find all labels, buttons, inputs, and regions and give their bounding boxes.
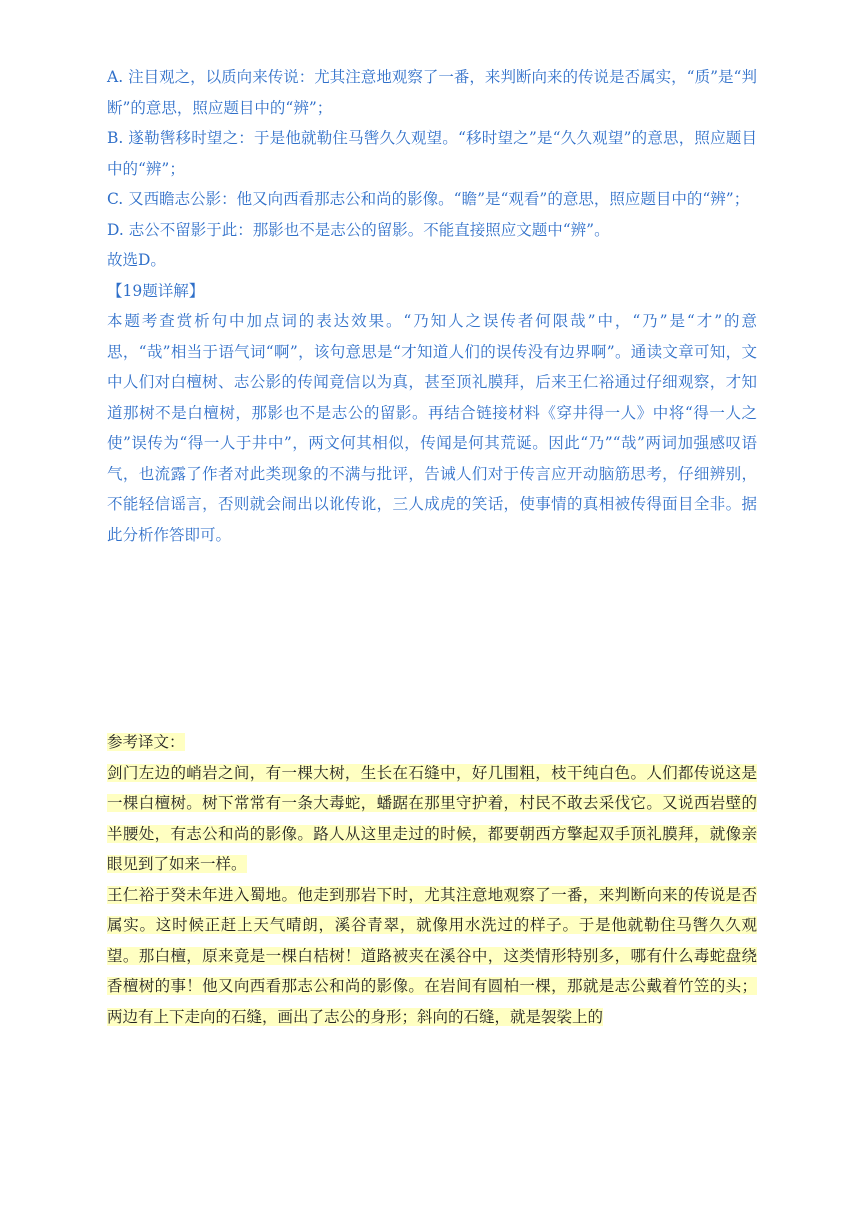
- translation-paragraph: 王仁裕于癸未年进入蜀地。他走到那岩下时，尤其注意地观察了一番，来判断向来的传说是否属实。这时候正赶上天气晴朗，溪谷青翠，就像用水洗过的样子。于是他就勒住马辔久久观望。那白檀，原来竟是一棵白桔树！道路被夹在溪谷中，这类情形特别多，哪有什么毒蛇盘绕香檀树的事！他又向西看那志公和尚的影像。在岩间有圆柏一棵，那就是志公戴着竹笠的头；两边有上下走向的石缝，画出了志公的身形；斜向的石缝，就是袈裟上的: [107, 885, 757, 1026]
- question-19-explanation: 本题考查赏析句中加点词的表达效果。“乃知人之误传者何限哉”中，“乃”是“才”的意思，“哉”相当于语气词“啊”，该句意思是“才知道人们的误传没有边界啊”。通读文章可知，文中人们对白檀树、志公影的传闻竟信以为真，甚至顶礼膜拜，后来王仁裕通过仔细观察，才知道那树不是白檀树，那影也不是志公的留影。再结合链接材料《穿井得一人》中将“得一人之使”误传为“得一人于井中”，两文何其相似，传闻是何其荒诞。因此“乃”“哉”两词加强感叹语气，也流露了作者对此类现象的不满与批评，告诫人们对于传言应开动脑筋思考，仔细辨别，不能轻信谣言，否则就会闹出以讹传讹，三人成虎的笑话，使事情的真相被传得面目全非。据此分析作答即可。: [107, 312, 757, 544]
- option-b-analysis: B. 遂勒辔移时望之：于是他就勒住马辔久久观望。“移时望之”是“久久观望”的意思，照应题目中的“辨”；: [107, 129, 757, 178]
- option-a-analysis: A. 注目观之，以质向来传说：尤其注意地观察了一番，来判断向来的传说是否属实，“质”是“判断”的意思，照应题目中的“辨”；: [107, 68, 757, 117]
- question-19-heading: 【19题详解】: [107, 281, 205, 300]
- option-c-analysis: C. 又西瞻志公影：他又向西看那志公和尚的影像。“瞻”是“观看”的意思，照应题目中的“辨”；: [107, 190, 750, 208]
- translation-label: 参考译文：: [107, 733, 185, 751]
- reference-translation: [107, 727, 757, 1032]
- answer-conclusion: 故选D。: [107, 251, 166, 269]
- translation-paragraph: 剑门左边的峭岩之间，有一棵大树，生长在石缝中，好几围粗，枝干纯白色。人们都传说这是一棵白檀树。树下常常有一条大毒蛇，蟠踞在那里守护着，村民不敢去采伐它。又说西岩壁的半腰处，有志公和尚的影像。路人从这里走过的时候，都要朝西方擎起双手顶礼膜拜，就像亲眼见到了如来一样。: [107, 763, 757, 873]
- option-d-analysis: D. 志公不留影于此：那影也不是志公的留影。不能直接照应文题中“辨”。: [107, 220, 610, 239]
- answer-analysis: [107, 62, 757, 550]
